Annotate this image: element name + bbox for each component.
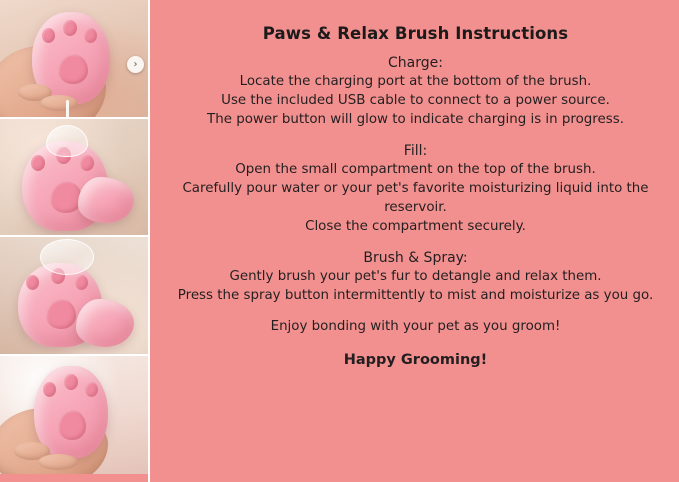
section-heading: Charge:: [388, 55, 443, 71]
clear-cap: [46, 125, 88, 157]
finger-2: [40, 95, 78, 111]
section-line: Press the spray button intermittently to mist and moisturize as you go.: [177, 288, 654, 304]
clear-reservoir-cap: [40, 239, 94, 275]
section-line: Locate the charging port at the bottom of the brush.: [239, 74, 592, 89]
paw-pad-3: [85, 382, 98, 397]
paw-pad-1: [43, 382, 56, 397]
paw-pad-2: [63, 20, 77, 36]
paw-pad-center: [58, 410, 86, 440]
spacer: [166, 236, 665, 250]
section-fill: [166, 143, 665, 236]
section-heading: Brush & Spray:: [363, 250, 468, 267]
section-heading: Fill:: [403, 143, 428, 160]
closing-message: Enjoy bonding with your pet as you groom!: [270, 319, 561, 335]
spacer: [166, 129, 665, 143]
usb-cable: [66, 100, 69, 118]
paw-pad-center: [58, 54, 88, 84]
paw-pad-1: [42, 28, 55, 43]
section-line: Use the included USB cable to connect to a power source.: [221, 93, 610, 109]
gallery-thumbnail-4[interactable]: [0, 356, 148, 475]
gallery-thumbnail-2[interactable]: [0, 119, 148, 238]
instructions-panel: [150, 0, 679, 482]
section-line: Open the small compartment on the top of the brush.: [235, 162, 596, 178]
paw-brush-body: [34, 366, 108, 458]
product-image-gallery: [0, 0, 150, 482]
page-title: Paws & Relax Brush Instructions: [262, 24, 569, 43]
section-line: Gently brush your pet's fur to detangle and relax them.: [229, 269, 602, 285]
section-line: Close the compartment securely.: [305, 219, 526, 235]
paw-pad-3: [84, 28, 97, 43]
paw-pad-2: [64, 374, 78, 390]
paw-pad-3: [80, 155, 94, 171]
paw-pad-center: [50, 181, 82, 213]
gallery-next-icon[interactable]: ›: [127, 56, 144, 73]
paw-pad-1: [31, 155, 45, 171]
gallery-thumbnail-3[interactable]: [0, 237, 148, 356]
section-charge: [166, 55, 665, 129]
brush-handle: [78, 177, 134, 223]
paw-pad-center: [46, 299, 76, 329]
section-line: The power button will glow to indicate charging is in progress.: [207, 112, 624, 128]
brush-handle: [76, 299, 134, 347]
gallery-thumbnail-1[interactable]: [0, 0, 148, 119]
spacer: [166, 305, 665, 319]
paw-pad-3: [75, 275, 88, 290]
section-line: Carefully pour water or your pet's favorite moisturizing liquid into the reservoir.: [182, 181, 649, 216]
paw-pad-1: [26, 275, 39, 290]
section-brush-spray: [166, 250, 665, 305]
finger-2: [38, 454, 78, 470]
signoff-message: Happy Grooming!: [343, 352, 488, 369]
